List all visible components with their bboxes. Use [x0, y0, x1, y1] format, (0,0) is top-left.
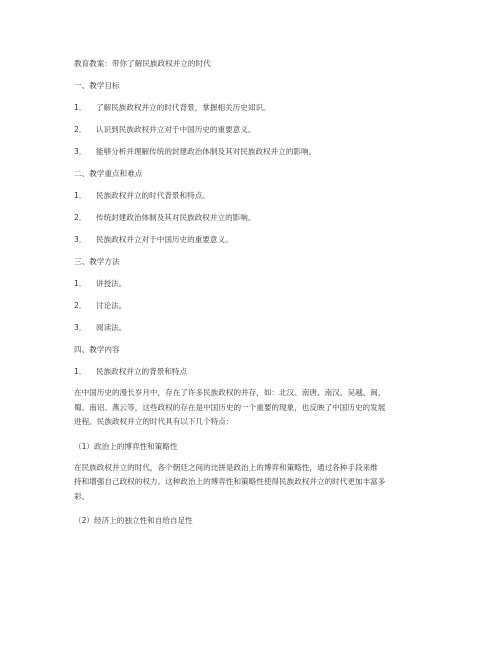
- paragraph-line: 在民族政权并立的时代，各个朝廷之间的比拼是政治上的博弈和策略性，通过各种手段来维: [74, 462, 378, 472]
- list-text: 民族政权并立的时代背景和特点。: [96, 191, 210, 200]
- list-number: 1．: [74, 279, 87, 288]
- list-text: 能够分析并理解传统的封建政治体制及其对民族政权并立的影响。: [96, 147, 317, 156]
- list-text: 讨论法。: [96, 301, 127, 310]
- list-item: [74, 102, 434, 113]
- paragraph-background: [74, 386, 434, 430]
- paragraph-line: 进程。民族政权并立的时代具有以下几个特点：: [74, 417, 234, 426]
- list-number: 3．: [74, 235, 87, 244]
- document-page: [74, 58, 434, 526]
- list-text: 了解民族政权并立的时代背景，掌握相关历史知识。: [96, 103, 271, 112]
- list-number: 2．: [74, 301, 87, 310]
- list-number: 2．: [74, 213, 87, 222]
- point-heading: （1）政治上的博弈性和策略性: [74, 441, 178, 451]
- list-item: [74, 234, 434, 245]
- paragraph-line: 持和增强自己政权的权力。这种政治上的博弈性和策略性使得民族政权并立的时代更加丰富多: [74, 477, 386, 486]
- list-text: 传统封建政治体制及其对民族政权并立的影响。: [96, 213, 256, 222]
- list-item: [74, 124, 434, 135]
- list-number: 1．: [74, 191, 87, 200]
- list-number: 3．: [74, 147, 87, 156]
- list-number: 1．: [74, 367, 87, 376]
- subsection-text: 民族政权并立的背景和特点: [96, 367, 188, 376]
- document-title: 教育教案：带你了解民族政权并立的时代: [74, 59, 211, 68]
- list-text: 讲授法。: [96, 279, 127, 288]
- list-number: 3．: [74, 323, 87, 332]
- section-heading-methods: 三、教学方法: [74, 257, 120, 266]
- section-heading-content: 四、教学内容: [74, 345, 120, 354]
- list-item: [74, 190, 434, 201]
- paragraph-line: 蜀、南诏、燕云等，这些政权的存在是中国历史的一个重要的现象，也反映了中国历史的发展: [74, 402, 386, 412]
- section-heading-objectives: 一、教学目标: [74, 81, 120, 90]
- list-text: 认识到民族政权并立对于中国历史的重要意义。: [96, 125, 256, 134]
- list-item: [74, 278, 434, 289]
- list-text: 民族政权并立对于中国历史的重要意义。: [96, 235, 233, 244]
- list-text: 阅读法。: [96, 323, 127, 332]
- list-item: [74, 212, 434, 223]
- section-heading-key-points: 二、教学重点和难点: [74, 169, 143, 178]
- paragraph-line: 在中国历史的漫长岁月中，存在了许多民族政权的并存，如：北汉、南唐、南汉、吴越、闽、: [74, 388, 386, 397]
- subsection-heading: [74, 366, 434, 377]
- paragraph-politics: [74, 461, 434, 505]
- list-item: [74, 300, 434, 311]
- list-number: 2．: [74, 125, 87, 134]
- list-number: 1．: [74, 103, 87, 112]
- point-heading: （2）经济上的独立性和自给自足性: [74, 516, 193, 525]
- list-item: [74, 146, 434, 157]
- paragraph-line: 彩。: [74, 491, 90, 501]
- list-item: [74, 322, 434, 333]
